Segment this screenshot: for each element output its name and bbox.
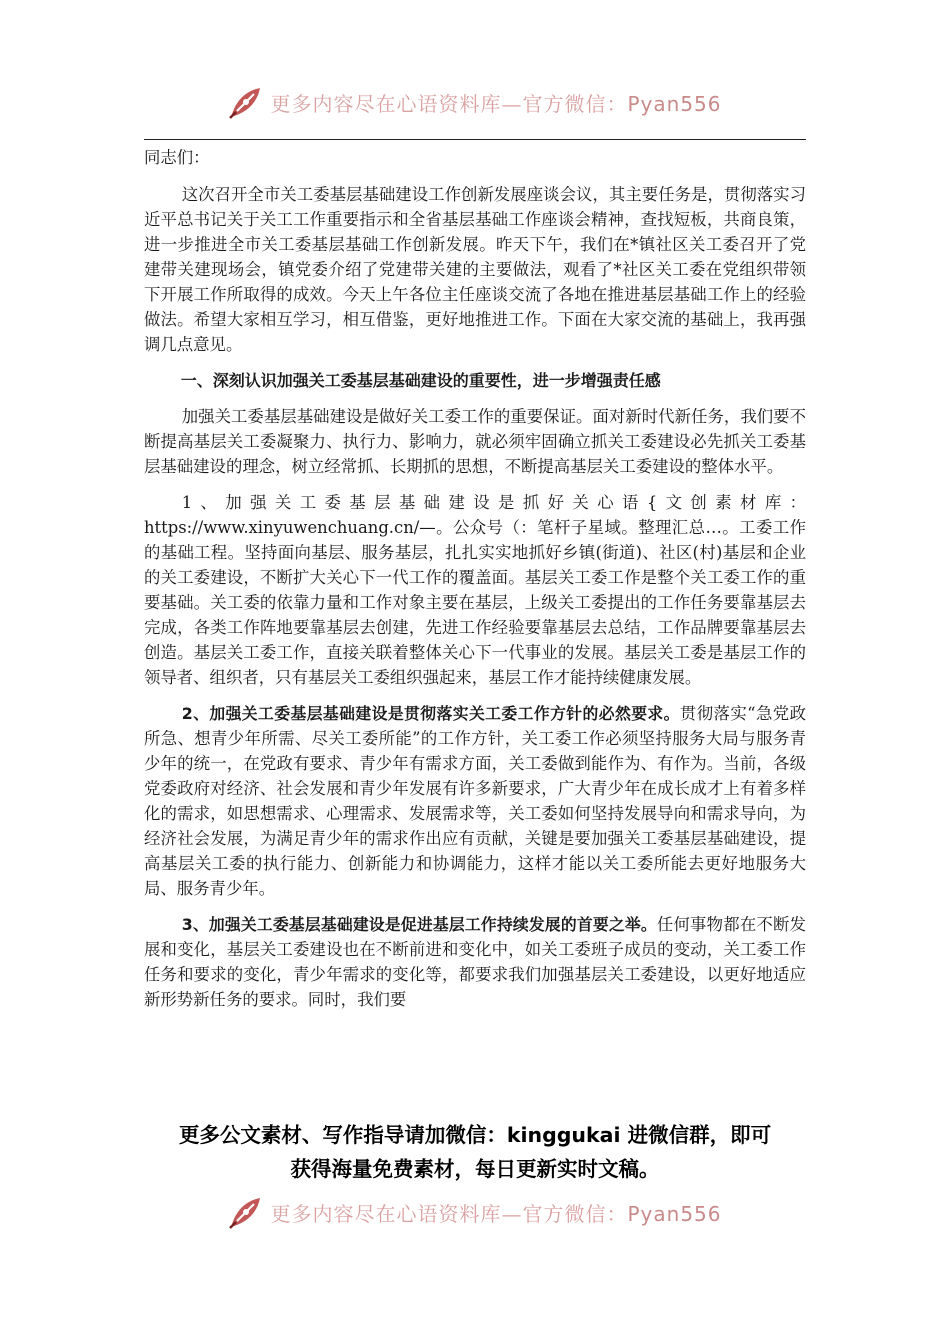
- point-2-text: 贯彻落实“急党政所急、想青少年所需、尽关工委所能”的工作方针，关工委工作必须坚持服务大局与服务青少年的统一，在党政有要求、青少年有需求方面，关工委做到能作为、有作为。当前，各级党委政府对经济、社会发展和青少年发展有许多新要求，广大青少年在成长成才上有着多样化的需求，如思想需求、心理需求、发展需求等，关工委如何坚持发展导向和需求导向，为经济社会发展，为满足青少年的需求作出应有贡献，关键是要加强关工委基层基础建设，提高基层关工委的执行能力、创新能力和协调能力，这样才能以关工委所能去更好地服务大局、服务青少年。: [144, 704, 806, 898]
- point-3-lead: 3、加强关工委基层基础建设是促进基层工作持续发展的首要之举。: [181, 915, 657, 934]
- watermark-text: 更多内容尽在心语资料库—官方微信：Pyan556: [270, 1201, 722, 1226]
- point-1-paragraph: 1、加强关工委基层基础建设是抓好关心语{文创素材库：https://www.xinyuwenchuang.cn/—。公众号（：笔杆子星域。整理汇总…。工委工作的基础工程。坚持面向基层、服务基层，扎扎实实地抓好乡镇(街道)、社区(村)基层和企业的关工委建设，不断扩大关心下一代工作的覆盖面。基层关工委工作是整个关工委工作的重要基础。关工委的依靠力量和工作对象主要在基层，上级关工委提出的工作任务要靠基层去完成，各类工作阵地要靠基层去创建，先进工作经验要靠基层去总结，工作品牌要靠基层去创造。基层关工委工作，直接关联着整体关心下一代事业的发展。基层关工委是基层工作的领导者、组织者，只有基层关工委组织强起来，基层工作才能持续健康发展。: [144, 493, 806, 687]
- section-heading-1: 一、深刻认识加强关工委基层基础建设的重要性，进一步增强责任感: [180, 371, 661, 390]
- watermark-text: 更多内容尽在心语资料库—官方微信：Pyan556: [270, 91, 722, 116]
- pen-nib-logo: [228, 84, 264, 120]
- section1-paragraph: 加强关工委基层基础建设是做好关工委工作的重要保证。面对新时代新任务，我们要不断提高基层关工委凝聚力、执行力、影响力，就必须牢固确立抓关工委建设必先抓关工委基层基础建设的理念，树立经常抓、长期抓的思想，不断提高基层关工委建设的整体水平。: [144, 407, 806, 476]
- point-2-paragraph: [144, 701, 806, 901]
- greeting: 同志们：: [144, 148, 210, 167]
- pen-nib-logo: [228, 1194, 264, 1230]
- promo-line-1: 更多公文素材、写作指导请加微信：kinggukai 进微信群，即可: [178, 1123, 772, 1147]
- header-divider: [144, 139, 806, 140]
- point-3-paragraph: [144, 912, 806, 1012]
- promo-banner: [144, 1118, 806, 1186]
- document-body: [144, 145, 806, 1023]
- point-3-text: 任何事物都在不断发展和变化，基层关工委建设也在不断前进和变化中，如关工委班子成员的变动，关工委工作任务和要求的变化，青少年需求的变化等，都要求我们加强基层关工委建设，以更好地适应新形势新任务的要求。同时，我们要: [144, 915, 807, 1009]
- footer-watermark: [0, 1192, 950, 1232]
- point-2-lead: 2、加强关工委基层基础建设是贯彻落实关工委工作方针的必然要求。: [181, 704, 680, 723]
- promo-line-2: 获得海量免费素材，每日更新实时文稿。: [290, 1157, 660, 1181]
- intro-paragraph: 这次召开全市关工委基层基础建设工作创新发展座谈会议，其主要任务是，贯彻落实习近平总书记关于关工工作重要指示和全省基层基础工作座谈会精神，查找短板，共商良策，进一步推进全市关工委基层基础工作创新发展。昨天下午，我们在*镇社区关工委召开了党建带关建现场会，镇党委介绍了党建带关建的主要做法，观看了*社区关工委在党组织带领下开展工作所取得的成效。今天上午各位主任座谈交流了各地在推进基层基础工作上的经验做法。希望大家相互学习，相互借鉴，更好地推进工作。下面在大家交流的基础上，我再强调几点意见。: [144, 185, 806, 354]
- header-watermark: [0, 82, 950, 122]
